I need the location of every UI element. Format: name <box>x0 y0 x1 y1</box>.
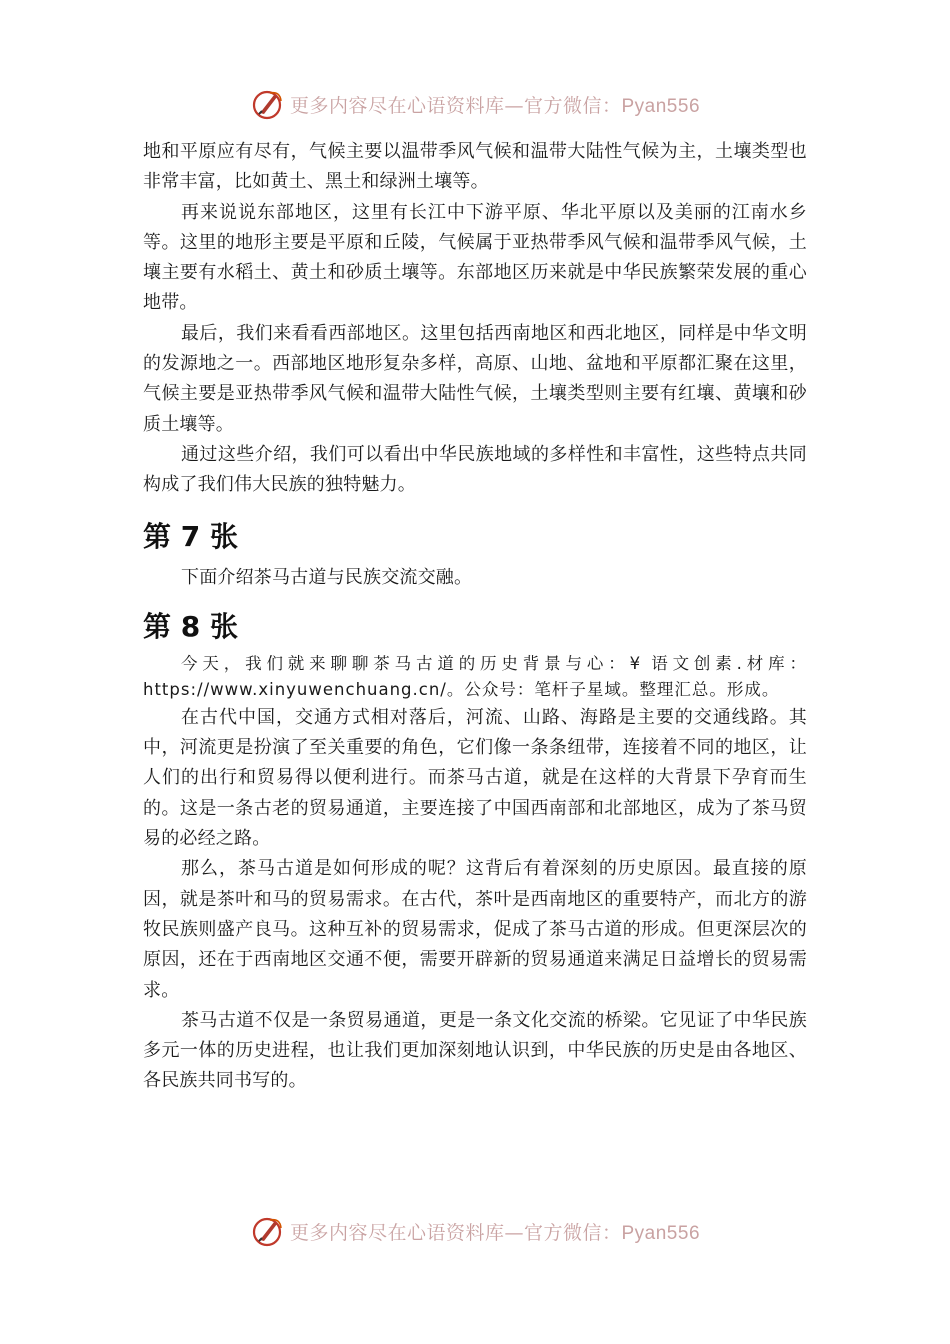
paragraph: 再来说说东部地区，这里有长江中下游平原、华北平原以及美丽的江南水乡等。这里的地形主要是平原和丘陵，气候属于亚热带季风气候和温带季风气候，土壤主要有水稻土、黄土和砂质土壤等。东部地区历来就是中华民族繁荣发展的重心地带。 <box>143 201 807 314</box>
paragraph: 通过这些介绍，我们可以看出中华民族地域的多样性和丰富性，这些特点共同构成了我们伟大民族的独特魅力。 <box>143 443 807 496</box>
paragraph: 地和平原应有尽有，气候主要以温带季风气候和温带大陆性气候为主，土壤类型也非常丰富，比如黄土、黑土和绿洲土壤等。 <box>143 141 807 193</box>
banner-text <box>290 1218 700 1245</box>
banner-cn-text: 更多内容尽在心语资料库—官方微信： <box>289 94 622 117</box>
document-body <box>143 137 807 1097</box>
banner-cn-text: 更多内容尽在心语资料库—官方微信： <box>289 1221 622 1244</box>
paragraph: 最后，我们来看看西部地区。这里包括西南地区和西北地区，同样是中华文明的发源地之一。西部地区地形复杂多样，高原、山地、盆地和平原都汇聚在这里，气候主要是亚热带季风气候和温带大陆性气候，土壤类型则主要有红壤、黄壤和砂质土壤等。 <box>143 322 807 435</box>
banner-wechat-id: Pyan556 <box>621 1222 701 1244</box>
paragraph: 茶马古道不仅是一条贸易通道，更是一条文化交流的桥梁。它见证了中华民族多元一体的历史进程，也让我们更加深刻地认识到，中华民族的历史是由各地区、各民族共同书写的。 <box>143 1009 807 1092</box>
header-watermark-banner <box>0 84 950 124</box>
footer-watermark-banner <box>0 1211 950 1251</box>
paragraph: 那么，茶马古道是如何形成的呢？这背后有着深刻的历史原因。最直接的原因，就是茶叶和马的贸易需求。在古代，茶叶是西南地区的重要特产，而北方的游牧民族则盛产良马。这种互补的贸易需求，促成了茶马古道的形成。但更深层次的原因，还在于西南地区交通不便，需要开辟新的贸易通道来满足日益增长的贸易需求。 <box>143 858 807 1001</box>
banner-text <box>290 91 700 118</box>
paragraph: 下面介绍茶马古道与民族交流交融。 <box>181 566 473 588</box>
paragraph: 在古代中国，交通方式相对落后，河流、山路、海路是主要的交通线路。其中，河流更是扮演了至关重要的角色，它们像一条条纽带，连接着不同的地区，让人们的出行和贸易得以便利进行。而茶马古道，就是在这样的大背景下孕育而生的。这是一条古老的贸易通道，主要连接了中国西南部和北部地区，成为了茶马贸易的必经之路。 <box>143 706 807 850</box>
quill-logo-icon <box>250 87 284 121</box>
banner-wechat-id: Pyan556 <box>621 95 701 117</box>
section-heading-7: 第 7 张 <box>143 519 238 553</box>
quill-logo-icon <box>250 1214 284 1248</box>
section-heading-8: 第 8 张 <box>143 609 238 643</box>
intro-paragraph: 今天，我们就来聊聊茶马古道的历史背景与心：¥ 语文创素.材库： https://www.xinyuwenchuang.cn/。公众号：笔杆子星域。整理汇总。形成。 <box>143 653 807 699</box>
